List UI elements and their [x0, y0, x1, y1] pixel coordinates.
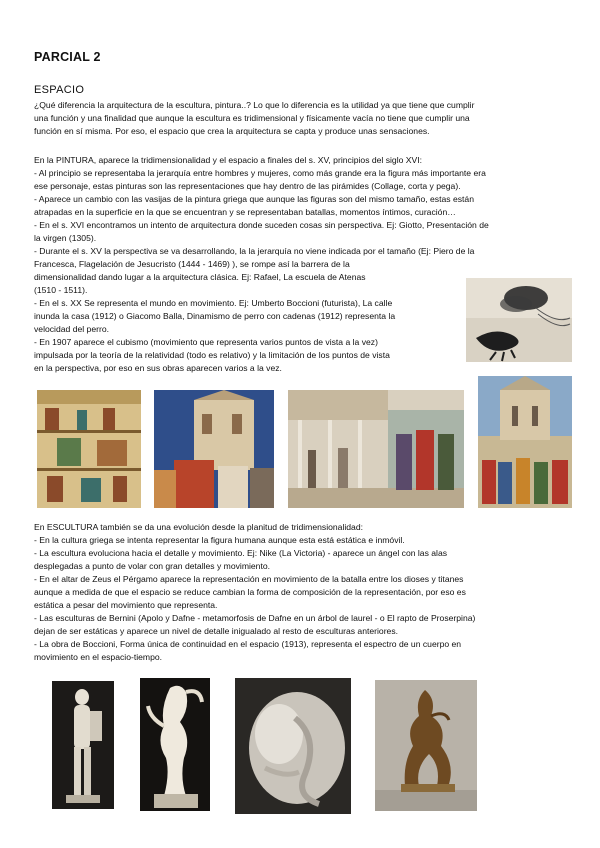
image-balla-dog [466, 278, 572, 362]
text-line: dimensionalidad dando lugar a la arquitectura clásica. Ej: Rafael, La escuela de Atenas [34, 272, 366, 282]
image-rafael-marriage [478, 376, 572, 508]
image-sculpture-detail [235, 678, 351, 814]
section-title: ESPACIO [34, 84, 85, 96]
text-line: la virgen (1305). [34, 233, 97, 243]
text-line: - Durante el s. XV la perspectiva se va desarrollando, la la jerarquía no viene indicada por el tamaño (Ej: Piero de la [34, 246, 475, 256]
text-line: impulsada por la teoría de la relatividad (todo es relativo) y la limitación de los puntos de vista [34, 350, 390, 360]
text-line: velocidad del perro. [34, 324, 110, 334]
image-flagellation [288, 390, 464, 508]
image-hermes-sculpture [52, 681, 114, 809]
text-line: - En el s. XVI encontramos un intento de arquitectura donde suceden cosas sin perspectiva. Ej: Giotto, Presentación de [34, 220, 489, 230]
text-line: dejan de ser estáticas y aparece un nivel de detalle inigualado al resto de esculturas anteriores. [34, 626, 399, 636]
text-line: - Las esculturas de Bernini (Apolo y Dafne - metamorfosis de Dafne en un árbol de laurel - o El rapto de Proserpina) [34, 613, 476, 623]
balla-dog-illustration [466, 278, 572, 362]
text-line: - En el s. XX Se representa el mundo en movimiento. Ej: Umberto Boccioni (futurista), La calle [34, 298, 393, 308]
intro-paragraph [34, 99, 474, 138]
text-line: - Aparece un cambio con las vasijas de la pintura griega que aunque las figuras son del mismo tamaño, estas están [34, 194, 474, 204]
text-line: en la perspectiva, por eso en sus obras aparecen varios a la vez. [34, 363, 282, 373]
text-line: ¿Qué diferencia la arquitectura de la escultura, pintura..? Lo que lo diferencia es la utilidad ya que tiene que cumplir [34, 100, 475, 110]
text-line: una función y una finalidad que aunque la escultura es tridimensional y físicamente vacía no tiene que cumplir una [34, 113, 470, 123]
text-line: - La obra de Boccioni, Forma única de continuidad en el espacio (1913), representa el espectro de un cuerpo en [34, 639, 462, 649]
text-line: atrapadas en la superficie en la que se encuentran y se representaban batallas, momentos íntimos, curación… [34, 207, 456, 217]
text-line: desplegadas a punto de volar con gran detalles y movimiento. [34, 561, 270, 571]
text-line: movimiento en el espacio-tiempo. [34, 652, 163, 662]
text-line: - En 1907 aparece el cubismo (movimiento que representa varios puntos de vista a la vez) [34, 337, 378, 347]
text-line: - En el altar de Zeus el Pérgamo aparece la representación en movimiento de la batalla entre los dioses y titanes [34, 574, 464, 584]
image-egyptian-painting [37, 390, 141, 508]
text-line: - La escultura evoluciona hacia el detalle y movimiento. Ej: Nike (La Victoria) - aparece un ángel con las alas [34, 548, 448, 558]
text-line: función en sí misma. Por eso, el espacio que crea la arquitectura se capta y produce unas sensaciones. [34, 126, 430, 136]
text-line: ese personaje, estas pinturas son las representaciones que hay dentro de las pirámides (Collage, corta y pega). [34, 181, 461, 191]
text-line: En la PINTURA, aparece la tridimensionalidad y el espacio a finales del s. XV, principios del siglo XVI: [34, 155, 423, 165]
image-boccioni-sculpture [375, 680, 477, 811]
text-line: - En la cultura griega se intenta representar la figura humana aunque esta está estática e inmóvil. [34, 535, 405, 545]
text-line: - Al principio se representaba la jerarquía entre hombres y mujeres, como más grande era la figura más importante era [34, 168, 486, 178]
text-line: aunque a medida de que el espacio se reduce cambian la forma de composición de la representación, por eso es [34, 587, 466, 597]
painting-section [34, 154, 489, 375]
text-line: inunda la casa (1912) o Giacomo Balla, Dinamismo de perro con cadenas (1912) representa la [34, 311, 396, 321]
text-line: En ESCULTURA también se da una evolución desde la planitud de tridimensionalidad: [34, 522, 363, 532]
sculpture-section [34, 521, 475, 664]
text-line: estática a pesar del movimiento que representa. [34, 600, 218, 610]
image-bernini-sculpture [140, 678, 210, 811]
image-giotto-presentation [154, 390, 274, 508]
text-line: (1510 - 1511). [34, 285, 88, 295]
text-line: Francesca, Flagelación de Jesucristo (1444 - 1469) ), se rompe así la barrera de la [34, 259, 350, 269]
page-title: PARCIAL 2 [34, 50, 101, 64]
